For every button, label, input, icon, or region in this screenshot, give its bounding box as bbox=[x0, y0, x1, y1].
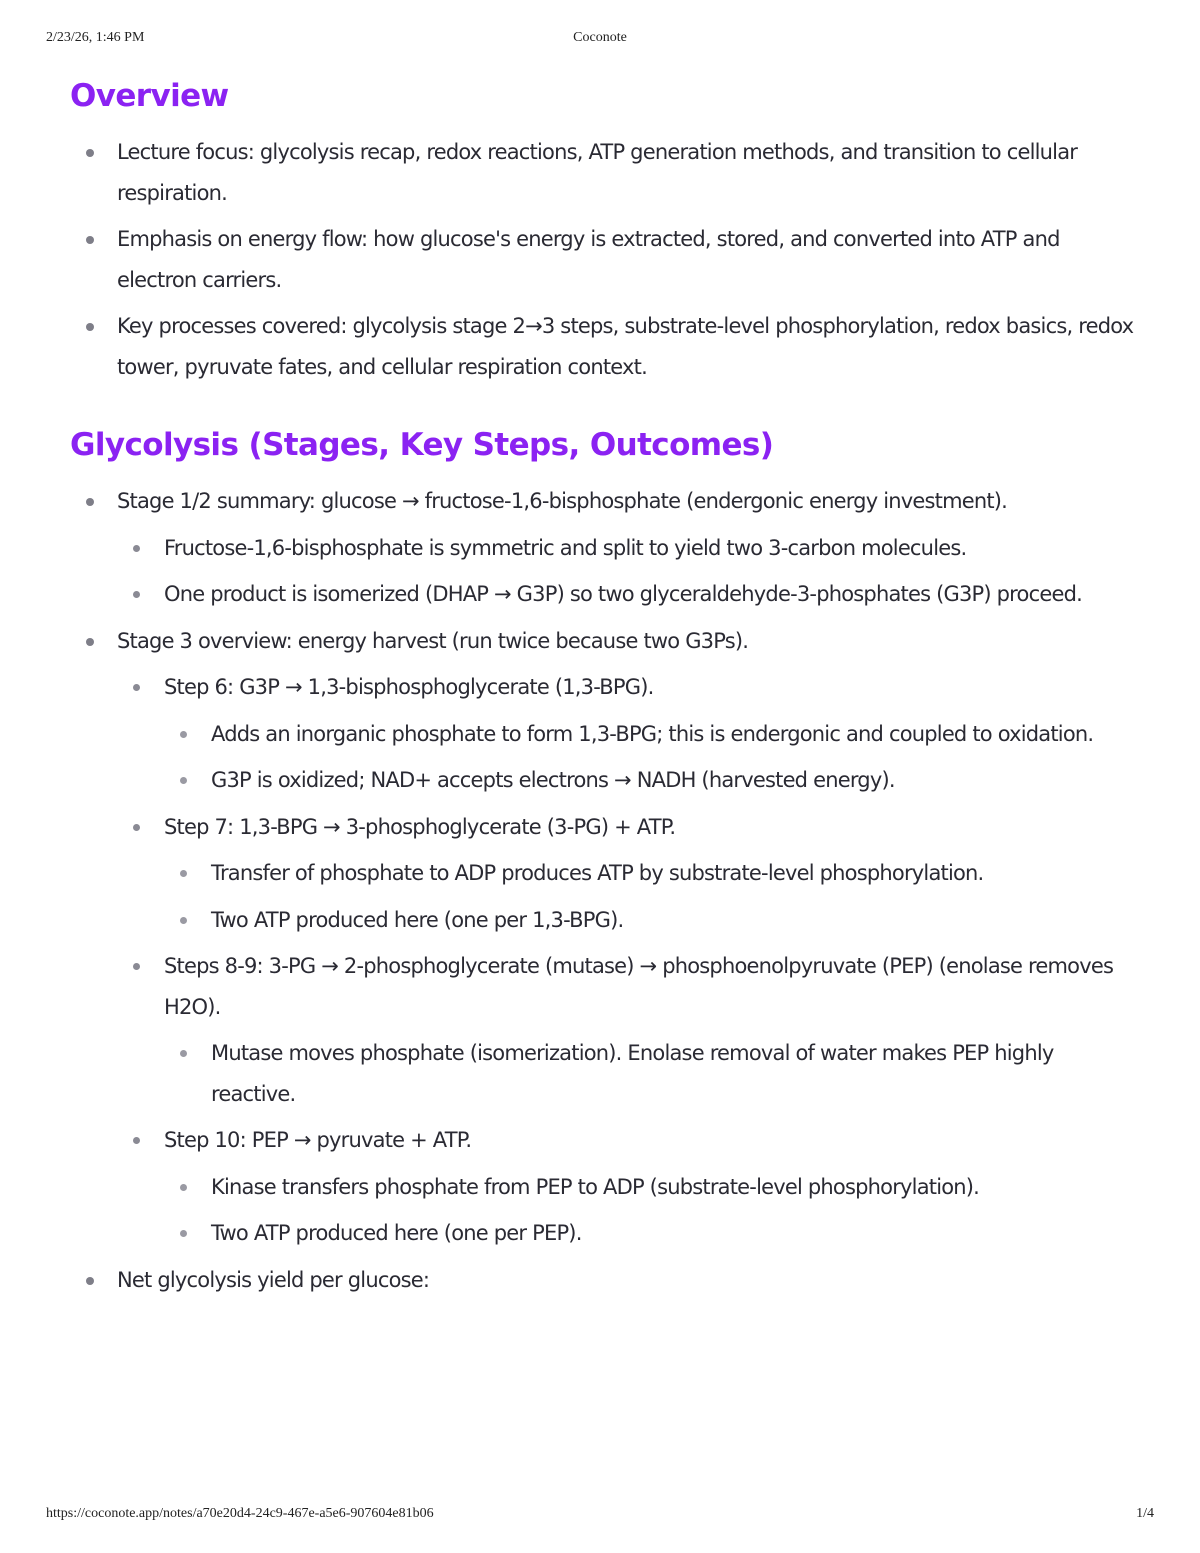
list-item bbox=[117, 1120, 1140, 1254]
step-sublist bbox=[164, 853, 1140, 940]
list-item bbox=[117, 807, 1140, 941]
list-item bbox=[117, 667, 1140, 801]
overview-list bbox=[70, 132, 1140, 387]
list-item: One product is isomerized (DHAP → G3P) so two glyceraldehyde-3-phosphates (G3P) proceed. bbox=[117, 574, 1140, 615]
step-sublist bbox=[164, 1167, 1140, 1254]
step-text: Step 10: PEP → pyruvate + ATP. bbox=[164, 1128, 472, 1152]
print-app-name: Coconote bbox=[573, 30, 627, 45]
list-item: Lecture focus: glycolysis recap, redox reactions, ATP generation methods, and transition to cellular respiration. bbox=[70, 132, 1140, 213]
stage12-sublist bbox=[117, 528, 1140, 615]
step-text: Step 7: 1,3-BPG → 3-phosphoglycerate (3-PG) + ATP. bbox=[164, 814, 676, 839]
print-datetime: 2/23/26, 1:46 PM bbox=[46, 30, 145, 45]
print-header bbox=[0, 30, 1200, 50]
section-title-glycolysis: Glycolysis (Stages, Key Steps, Outcomes) bbox=[70, 427, 774, 463]
step-sublist bbox=[164, 1033, 1140, 1114]
note-content bbox=[70, 70, 1140, 1306]
step-sublist bbox=[164, 714, 1140, 801]
stage12-text: Stage 1/2 summary: glucose → fructose-1,6-bisphosphate (endergonic energy investment). bbox=[117, 489, 1008, 513]
print-page-number: 1/4 bbox=[1136, 1506, 1154, 1521]
step-text: Step 6: G3P → 1,3-bisphosphoglycerate (1,3-BPG). bbox=[164, 675, 654, 699]
list-item bbox=[70, 621, 1140, 1254]
list-item: Two ATP produced here (one per PEP). bbox=[164, 1213, 1140, 1254]
list-item: Emphasis on energy flow: how glucose's energy is extracted, stored, and converted into ATP and electron carriers. bbox=[70, 219, 1140, 300]
step-text: Steps 8-9: 3-PG → 2-phosphoglycerate (mutase) → phosphoenolpyruvate (PEP) (enolase removes H2O). bbox=[164, 954, 1114, 1019]
list-item: Key processes covered: glycolysis stage 2→3 steps, substrate-level phosphorylation, redox basics, redox tower, pyruvate fates, and cellular respiration context. bbox=[70, 306, 1140, 387]
list-item bbox=[70, 481, 1140, 615]
list-item bbox=[117, 946, 1140, 1114]
list-item: Two ATP produced here (one per 1,3-BPG). bbox=[164, 900, 1140, 941]
glycolysis-list bbox=[70, 481, 1140, 1300]
list-item: Kinase transfers phosphate from PEP to ADP (substrate-level phosphorylation). bbox=[164, 1167, 1140, 1208]
stage3-steps bbox=[117, 667, 1140, 1254]
list-item: Transfer of phosphate to ADP produces ATP by substrate-level phosphorylation. bbox=[164, 853, 1140, 894]
list-item: Fructose-1,6-bisphosphate is symmetric and split to yield two 3-carbon molecules. bbox=[117, 528, 1140, 569]
section-title-overview: Overview bbox=[70, 78, 229, 114]
list-item: Net glycolysis yield per glucose: bbox=[70, 1260, 1140, 1301]
list-item: G3P is oxidized; NAD+ accepts electrons → NADH (harvested energy). bbox=[164, 760, 1140, 801]
stage3-text: Stage 3 overview: energy harvest (run twice because two G3Ps). bbox=[117, 628, 749, 653]
print-footer bbox=[0, 1506, 1200, 1526]
print-url: https://coconote.app/notes/a70e20d4-24c9-467e-a5e6-907604e81b06 bbox=[46, 1506, 434, 1521]
list-item: Adds an inorganic phosphate to form 1,3-BPG; this is endergonic and coupled to oxidation. bbox=[164, 714, 1140, 755]
list-item: Mutase moves phosphate (isomerization). Enolase removal of water makes PEP highly reactive. bbox=[164, 1033, 1140, 1114]
